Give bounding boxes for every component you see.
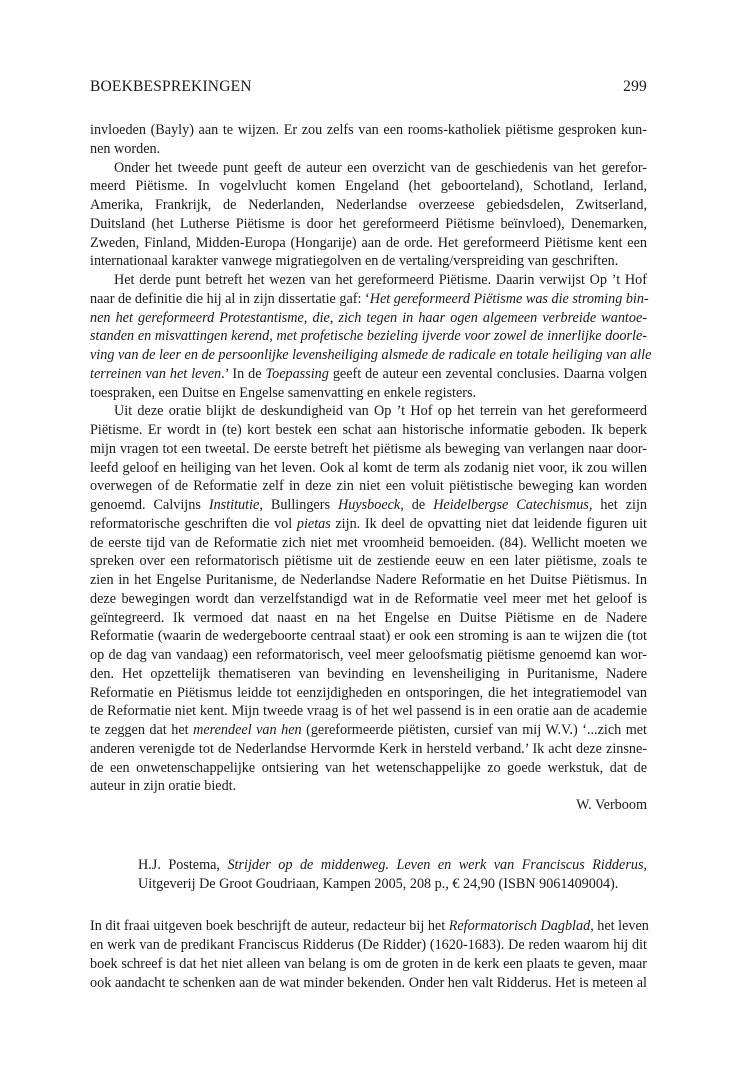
text-line: ook aandacht te schenken aan de wat minder bekenden. Onder hen valt Ridderus. Het is meteen al bbox=[90, 974, 647, 991]
section-spacer bbox=[90, 815, 647, 856]
text-line bbox=[90, 327, 647, 346]
text-line: Het derde punt betreft het wezen van het gereformeerd Piëtisme. Daarin verwijst Op ’t Hof bbox=[114, 272, 647, 288]
text-line: anderen verenigde tot de Nederlandse Hervormde Kerk in hersteld verband.’ Ik acht deze zinsne- bbox=[90, 740, 647, 757]
text-line: Amerika, Frankrijk, de Nederlanden, Nederlandse overzeese gebiedsdelen, Zwitserland, bbox=[90, 197, 647, 213]
book-reference bbox=[90, 856, 647, 894]
section-title-italic: Toepassing bbox=[265, 365, 329, 382]
text-line: Reformatie (waarin de wedergeboorte centraal staat) er ook een stroming is aan te wijzen die (tot bbox=[90, 628, 647, 645]
text-line: Zweden, Finland, Midden-Europa (Hongarije) aan de orde. Het gereformeerd Piëtisme kent een bbox=[90, 234, 647, 251]
quote-italic: ving van de leer en de persoonlijke levensheiliging alsmede de radicale en totale heiliging van alle bbox=[90, 347, 652, 363]
text-line: mijn vragen tot een tweetal. De eerste betreft het piëtisme als beweging van verlangen naar door- bbox=[90, 440, 647, 457]
newspaper-title-italic: Reformatorisch Dagblad bbox=[448, 918, 591, 935]
text-line: reformatorische geschriften die vol pietas zijn. Ik deel de opvatting niet dat leidende figuren uit bbox=[90, 515, 647, 532]
text-line: Reformatie en Piëtismus leidde tot eenzijdigheden en ontsporingen, die het integratiemodel van bbox=[90, 684, 647, 701]
text-line bbox=[90, 346, 652, 365]
text-line: geïntegreerd. Ik vermoed dat naast en na het Engelse en Duitse Piëtisme en de Nadere bbox=[90, 609, 647, 626]
text-line: en werk van de predikant Franciscus Ridderus (De Ridder) (1620-1683). De reden waarom hij dit bbox=[90, 937, 647, 953]
quote-italic: merendeel van hen bbox=[193, 722, 302, 738]
page-number: 299 bbox=[623, 78, 647, 95]
term-italic: pietas bbox=[296, 515, 331, 532]
book-title-italic: Strijder op de middenweg. Leven en werk van Franciscus Ridderus bbox=[227, 856, 644, 873]
reviewer-signature: W. Verboom bbox=[576, 797, 647, 813]
text-line: meerd Piëtisme. In vogelvlucht komen Engeland (het geboorteland), Schotland, Ierland, bbox=[90, 178, 647, 195]
text-line: op de dag van vandaag) een reformatorisch, veel meer geloofsmatig piëtisme genoemd kan wor- bbox=[90, 647, 647, 663]
text-line: leefd geloof en heiliging van het leven. Ook al komt de term als zodanig niet voor, ik zou willen bbox=[90, 459, 647, 476]
text-line: Duitsland (het Lutherse Piëtisme is door het gereformeerd Piëtisme beïnvloed), Denemarken, bbox=[90, 215, 647, 232]
book-title-italic: Heidelbergse Catechismus bbox=[433, 497, 589, 513]
text-line: nen worden. bbox=[90, 140, 161, 157]
running-title: BOEKBESPREKINGEN bbox=[90, 78, 252, 95]
paragraph bbox=[90, 271, 652, 402]
text-line: zien in het Engelse Puritanisme, de Nederlandse Nadere Reformatie en het Duitse Piëtismus. In bbox=[90, 572, 647, 588]
text-line: Uit deze oratie blijkt de deskundigheid van Op ’t Hof op het terrein van het gereformeerd bbox=[114, 403, 647, 420]
text-line: den. Het opzettelijk thematiseren van bevinding en levensheiliging in Puritanisme, Nadere bbox=[90, 665, 647, 682]
text-line: In dit fraai uitgeven boek beschrijft de auteur, redacteur bij het Reformatorisch Dagblad, het leven bbox=[90, 918, 649, 935]
paragraph bbox=[90, 159, 647, 272]
text-line: de Reformatie niet kent. Mijn tweede vraag is of het wel passend is in een oratie aan de academie bbox=[90, 703, 647, 720]
text-line: de eerste tijd van de Reformatie zich niet met vroomheid bemoeiden. (84). Wellicht moeten we bbox=[90, 534, 647, 551]
text-line: Uitgeverij De Groot Goudriaan, Kampen 2005, 208 p., € 24,90 (ISBN 9061409004). bbox=[138, 875, 619, 892]
page-header bbox=[90, 78, 647, 100]
book-title-italic: Institutie bbox=[208, 497, 260, 513]
text-line: internationaal karakter vanwege migratiegolven en de vertaling/verspreiding van geschriften. bbox=[90, 253, 619, 270]
text-line: spreken over een reformatorisch piëtisme uit de zestiende eeuw en een later piëtisme, zoals te bbox=[90, 553, 647, 570]
paragraph bbox=[90, 402, 647, 796]
paragraph bbox=[90, 121, 647, 159]
book-title-italic: Huysboeck bbox=[337, 497, 401, 513]
text-line: Piëtisme. Er wordt in (te) kort bestek een schat aan historische informatie geboden. Ik beperk bbox=[90, 422, 647, 438]
quote-italic: terreinen van het leven bbox=[90, 365, 222, 382]
text-line: deze bewegingen wordt dan verzelfstandigd wat in de Reformatie veel meer met het geloof is bbox=[90, 590, 647, 607]
text-line: terreinen van het leven.’ In de Toepassing geeft de auteur een zevental conclusies. Daarna volgen bbox=[90, 365, 647, 382]
text-line: genoemd. Calvijns Institutie, Bullingers Huysboeck, de Heidelbergse Catechismus, het zijn bbox=[90, 497, 647, 513]
quote-italic: nen het gereformeerd Protestantisme, die, zich tegen in haar ogen algemeen verbreide wantoe- bbox=[90, 309, 647, 326]
text-line bbox=[90, 309, 647, 328]
page-body bbox=[90, 121, 652, 992]
text-line: overwegen of de Reformatie zelf in deze zin niet een voluit piëtistische beweging kan worden bbox=[90, 478, 647, 495]
section-spacer bbox=[90, 893, 647, 917]
text-line: de een onwetenschappelijke ontsiering van het wetenschappelijke zo goede werkstuk, dat de bbox=[90, 759, 647, 776]
text-line: auteur in zijn oratie biedt. bbox=[90, 778, 237, 795]
text-line: boek schreef is dat het niet alleen van belang is om de groten in de kerk een plaats te geven, maar bbox=[90, 955, 647, 972]
text-line: te zeggen dat het merendeel van hen (gereformeerde piëtisten, cursief van mij W.V.) ‘...zich met bbox=[90, 722, 647, 738]
quote-italic: standen en misvattingen kerend, met profetische bezieling ijverde voor zowel de innerlijke doorle- bbox=[90, 328, 647, 345]
quote-italic: Het gereformeerd Piëtisme was die stroming bin- bbox=[369, 290, 649, 307]
text-line: naar de definitie die hij al in zijn dissertatie gaf: ‘Het gereformeerd Piëtisme was die stroming bin- bbox=[90, 290, 649, 307]
paragraph bbox=[90, 917, 647, 992]
text-line: Onder het tweede punt geeft de auteur een overzicht van de geschiedenis van het gerefor- bbox=[114, 159, 647, 176]
text-line: H.J. Postema, Strijder op de middenweg. Leven en werk van Franciscus Ridderus, bbox=[138, 856, 648, 873]
text-line: invloeden (Bayly) aan te wijzen. Er zou zelfs van een rooms-katholiek piëtisme gesproken kun- bbox=[90, 122, 647, 138]
text-line: toespraken, een Duitse en Engelse samenvatting en enkele registers. bbox=[90, 384, 477, 401]
